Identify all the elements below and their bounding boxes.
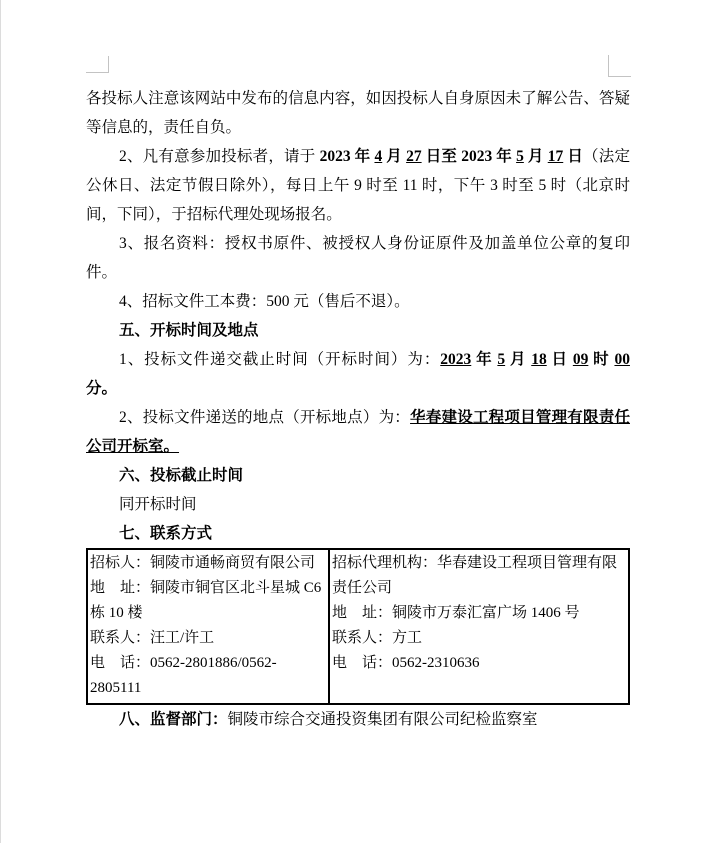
margin-crop-mark-top-left [86, 56, 109, 73]
text-run-bold: 分。 [86, 380, 118, 397]
text-run-bold: 2023 年 [319, 148, 375, 165]
supervision-value: 铜陵市综合交通投资集团有限公司纪检监察室 [227, 711, 538, 728]
table-row [87, 549, 629, 704]
paragraph-same-as-opening-time: 同开标时间 [119, 496, 197, 513]
date-day-end: 17 [547, 148, 564, 165]
document-body [86, 84, 630, 734]
tenderer-address: 地 址：铜陵市铜官区北斗星城 C6 栋 10 楼 [90, 580, 322, 621]
text-run: （法定公休日、法定节假日除外），每日上午 9 时至 11 时，下午 3 时至 5 时（北京时间，下同），于招标代理处现场报名。 [86, 148, 630, 223]
tenderer-name: 招标人：铜陵市通畅商贸有限公司 [90, 555, 316, 571]
text-run-bold: 时 [588, 351, 615, 368]
paragraph-bid-location [86, 403, 630, 461]
paragraph-registration-materials: 3、报名资料：授权书原件、被授权人身份证原件及加盖单位公章的复印件。 [86, 235, 630, 281]
text-run-bold: 月 [523, 148, 548, 165]
heading-section-five: 五、开标时间及地点 [119, 322, 259, 339]
heading-section-six: 六、投标截止时间 [119, 467, 244, 484]
text-run: 1、投标文件递交截止时间（开标时间）为： [119, 351, 441, 368]
paragraph-bid-deadline [86, 345, 630, 403]
deadline-hour: 09 [572, 351, 589, 368]
text-run-bold: 月 [505, 351, 532, 368]
deadline-day: 18 [531, 351, 547, 368]
text-run-bold: 日 [546, 351, 573, 368]
deadline-minute: 00 [614, 351, 630, 368]
supervision-label: 八、监督部门： [119, 711, 228, 728]
deadline-month: 5 [497, 351, 506, 368]
text-run: 2、凡有意参加投标者，请于 [119, 148, 320, 165]
paragraph-supervision-department [86, 705, 630, 734]
date-month-start: 4 [374, 148, 383, 165]
paragraph-website-notice: 各投标人注意该网站中发布的信息内容，如因投标人自身原因未了解公告、答疑等信息的，责任自负。 [86, 90, 630, 136]
paragraph-document-fee: 4、招标文件工本费：500 元（售后不退）。 [119, 293, 410, 310]
date-day-start: 27 [406, 148, 422, 165]
text-run: 2、投标文件递送的地点（开标地点）为： [119, 409, 411, 426]
agency-name: 招标代理机构：华春建设工程项目管理有限责任公司 [332, 555, 618, 596]
tenderer-contact-person: 联系人：汪工/许工 [90, 630, 215, 646]
agency-phone: 电 话：0562-2310636 [332, 655, 480, 671]
tenderer-cell [87, 549, 329, 704]
margin-crop-mark-top-right [608, 55, 631, 77]
text-run-bold: 日 [563, 148, 584, 165]
contact-table [86, 548, 630, 705]
text-run-bold: 月 [382, 148, 407, 165]
paragraph-registration-period [86, 142, 630, 229]
text-run-bold: 年 [471, 351, 498, 368]
deadline-year: 2023 [440, 351, 472, 368]
heading-section-seven: 七、联系方式 [119, 525, 213, 542]
date-month-end: 5 [516, 148, 524, 165]
bid-opening-location: 华春建设工程项目管理有限责任公司开标室。 [86, 409, 630, 455]
agency-cell [329, 549, 629, 704]
agency-contact-person: 联系人：方工 [332, 630, 423, 646]
tenderer-phone: 电 话：0562-2801886/0562-2805111 [90, 655, 277, 696]
text-run-bold: 日至 2023 年 [421, 148, 517, 165]
agency-address: 地 址：铜陵市万泰汇富广场 1406 号 [332, 605, 580, 621]
page-left-edge [0, 0, 1, 843]
